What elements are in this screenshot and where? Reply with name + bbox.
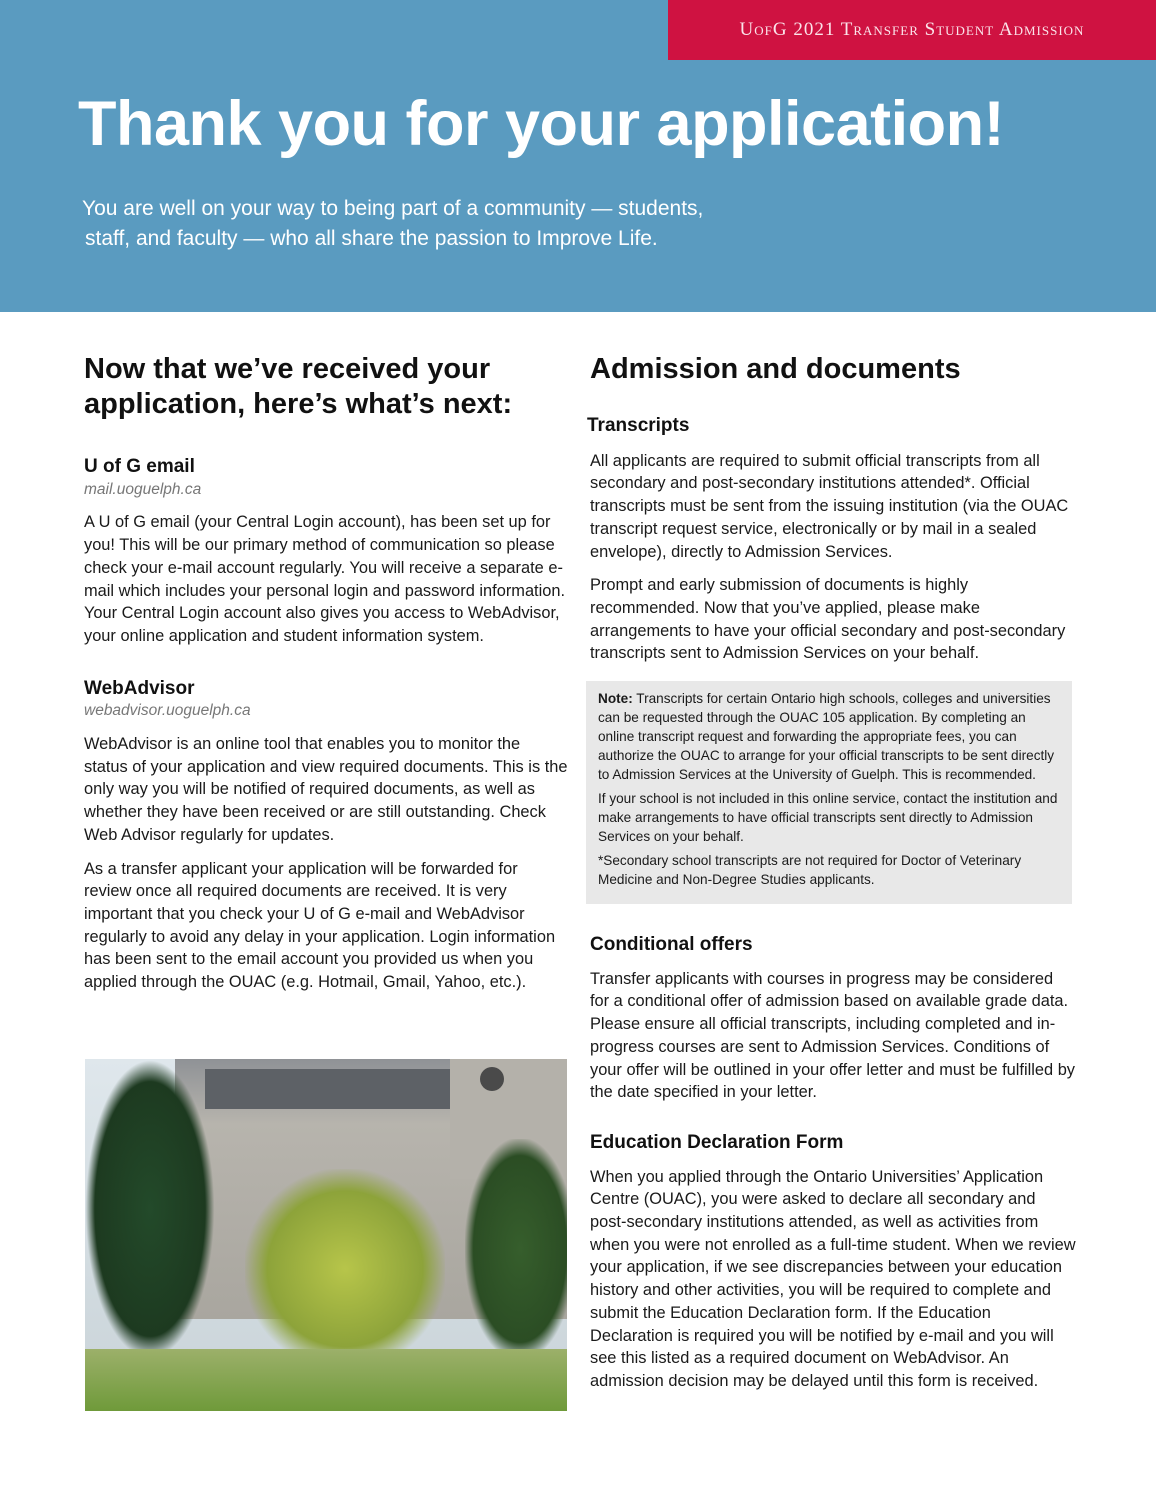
hero-banner	[0, 0, 1156, 312]
note-footnote: *Secondary school transcripts are not required for Doctor of Veterinary Medicine and Non-Degree Studies applicants.	[598, 853, 1022, 888]
conditional-body: Transfer applicants with courses in progress may be considered for a conditional offer of admission based on available grade data. Please ensure all official transcripts, including completed and in-progress courses are sent to Admission Services. Conditions of your offer will be outlined in your offer letter and must be fulfilled by the date specified in your letter.	[590, 969, 1076, 1102]
subtitle-line: staff, and faculty — who all share the passion to Improve Life.	[85, 227, 658, 250]
subtitle	[82, 194, 782, 254]
transcripts-body: All applicants are required to submit official transcripts from all secondary and post-secondary institutions attended*. Official transcripts must be sent from the issuing institution (via the OUAC transcript request service, electronically or by mail in a sealed envelope), directly to Admission Services.	[590, 451, 1069, 561]
document-tag: UofG 2021 Transfer Student Admission	[668, 0, 1156, 60]
email-link[interactable]: mail.uoguelph.ca	[84, 480, 202, 498]
transcripts-heading: Transcripts	[587, 415, 690, 436]
webadvisor-body: As a transfer applicant your application will be forwarded for review once all required documents are received. It is very important that you check your U of G e-mail and WebAdvisor regularly to avoid any delay in your application. Login information has been sent to the email account you provided us when you applied through the OUAC (e.g. Hotmail, Gmail, Yahoo, etc.).	[84, 859, 556, 992]
note-label: Note:	[598, 691, 633, 707]
left-column	[84, 352, 568, 1005]
declaration-body: When you applied through the Ontario Universities’ Application Centre (OUAC), you were asked to declare all secondary and post-secondary institutions attended, as well as activities from when you were not enrolled as a full-time student. When we review your application, if we see discrepancies between your education history and other activities, you will be required to complete and submit the Education Declaration form. If the Education Declaration is required you will be notified by e-mail and you will see this listed as a required document on WebAdvisor. An admission decision may be delayed until this form is received.	[590, 1167, 1076, 1390]
webadvisor-heading: WebAdvisor	[84, 677, 195, 699]
subtitle-line: You are well on your way to being part of a community — students,	[82, 197, 704, 220]
right-column	[587, 352, 1076, 1404]
page-title: Thank you for your application!	[78, 89, 1005, 159]
transcripts-body: Prompt and early submission of documents is highly recommended. Now that you’ve applied, please make arrangements to have your official secondary and post-secondary transcripts sent to Admission Services on your behalf.	[590, 576, 1066, 663]
conditional-heading: Conditional offers	[590, 934, 753, 956]
note-body: Transcripts for certain Ontario high schools, colleges and universities can be requested through the OUAC 105 application. By completing an online transcript request and forwarding the appropriate fees, you can authorize the OUAC to arrange for your official transcripts to be sent directly to Admission Services at the University of Guelph. This is recommended.	[598, 691, 1055, 783]
note-box	[586, 681, 1072, 904]
webadvisor-link[interactable]: webadvisor.uoguelph.ca	[84, 702, 251, 720]
email-heading: U of G email	[84, 456, 195, 477]
next-steps-heading: Now that we’ve received your application, here’s what’s next:	[84, 353, 513, 420]
campus-photo	[85, 1059, 567, 1411]
note-text	[598, 689, 1060, 784]
declaration-heading: Education Declaration Form	[590, 1131, 844, 1153]
email-body: A U of G email (your Central Login account), has been set up for you! This will be our primary method of communication so please check your e-mail account regularly. You will receive a separate e-mail which includes your personal login and password information. Your Central Login account also gives you access to WebAdvisor, your online application and student information system.	[84, 513, 566, 645]
webadvisor-body: WebAdvisor is an online tool that enables you to monitor the status of your application and view required documents. This is the only way you will be notified of required documents, as well as whether they have been received or are still outstanding. Check Web Advisor regularly for updates.	[84, 735, 568, 844]
note-text: If your school is not included in this online service, contact the institution and make arrangements to have official transcripts sent directly to Admission Services on your behalf.	[598, 791, 1058, 845]
admission-heading: Admission and documents	[590, 353, 961, 385]
